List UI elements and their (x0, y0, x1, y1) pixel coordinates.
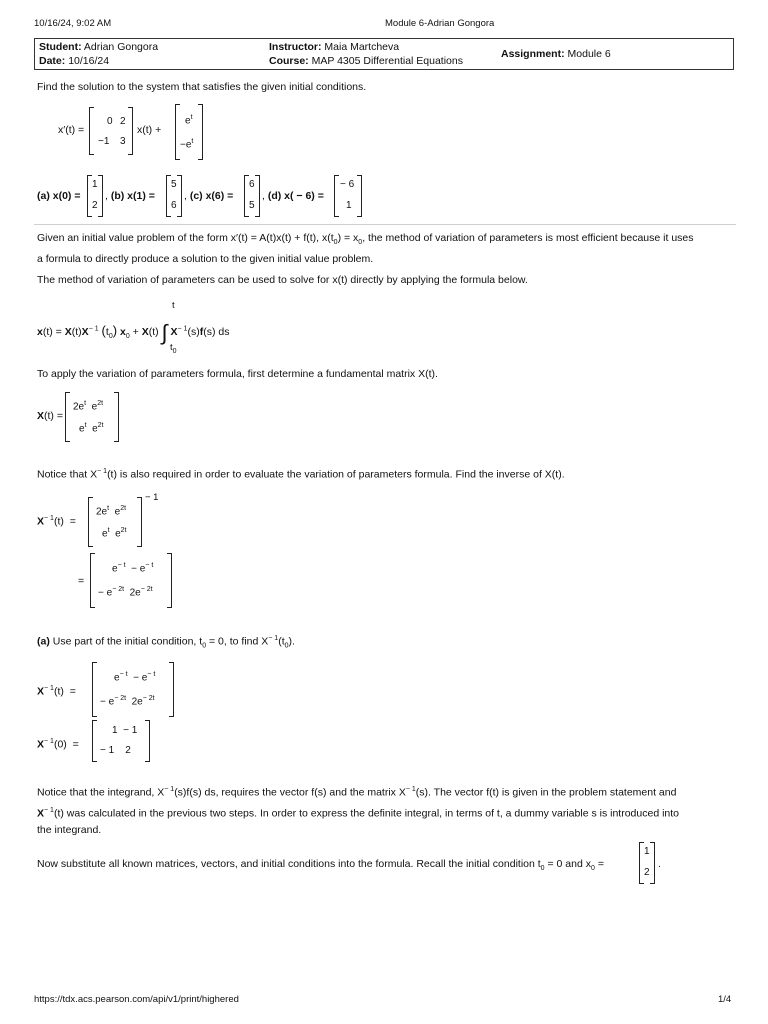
cond-b-label: (b) x(1) = (110, 190, 155, 202)
vector-cell: 6 (171, 200, 177, 211)
inverse-text-1: Notice that X (37, 468, 98, 481)
integrand-text-5: the integrand. (37, 824, 102, 836)
matrix-A-cell: 0 (107, 116, 113, 127)
part-a-label: (a) (37, 635, 50, 648)
cond-b-vector (166, 175, 182, 217)
student-label: Student: (39, 41, 82, 53)
part-a-paragraph: (a) Use part of the initial condition, $t_0 = 0$, to find $X^{- 1}(t_0)$. (37, 635, 295, 650)
matrix-X-inverse-0: 1 − 1 − 1 2 (92, 720, 150, 762)
period: . (658, 858, 661, 870)
instructor-label: Instructor: (269, 41, 322, 53)
inverse-paragraph: Notice that $X^{- 1}(t)$ is also required in order to evaluate the variation of parameters formula. Find the inverse of X(t). (37, 468, 565, 481)
date-value: 10/16/24 (68, 55, 110, 67)
vector-f: $e^t$ $-e^t$ (175, 104, 203, 160)
vector-cell: 2 (92, 200, 98, 211)
matrix-X-inverse: $e^{- t} - e^{- t}$ − $e^{- 2t}$ $2e^{- 2t}$ (90, 553, 172, 608)
intro-text-4: a formula to directly produce a solution to the given initial value problem. (37, 253, 374, 266)
integrand-text-3: (s). The vector f(t) is given in the problem statement and (415, 786, 677, 799)
vector-cell: 6 (249, 179, 255, 190)
integrand-paragraph: Notice that the integrand, $X^{- 1}(s)f(s)$ ds, requires the vector f(s) and the matrix $X^{- 1}(s)$. The vector f(t) is given in the problem statement and $X^{- 1}(t)$ was calculated in the previous two steps. In order to express the definite integral, in terms of t, a dummy variable s is introduced into the integrand. (37, 786, 680, 836)
inverse-exponent: − 1 (145, 492, 159, 503)
cond-c-label: (c) x(6) = (189, 190, 234, 202)
page-number: 1/4 (718, 994, 732, 1005)
matrix-X: $2e^t$ $e^{2t}$ $e^t$ $e^{2t}$ (65, 392, 119, 442)
cond-a-vector (87, 175, 103, 217)
assignment-label: Assignment: (501, 48, 565, 60)
intro-paragraph: Given an initial value problem of the form x′(t) = A(t)x(t) + f(t), $x(t_0) = x_0$, the method of variation of parameters is most efficient because it uses a formula to directly produce a solution to the given initial value problem. (37, 232, 694, 266)
equals-sign: = (78, 575, 85, 587)
vector-cell: 1 (346, 200, 352, 211)
vector-cell: 5 (249, 200, 255, 211)
Xinv-label: $X^{- 1}(t)$ = (37, 515, 76, 528)
inverse-text-2: (t) is also required in order to evaluate the variation of parameters formula. Find the inverse of X(t). (107, 468, 565, 481)
vector-f-cell: −e (180, 139, 192, 151)
student-name: Adrian Gongora (83, 41, 159, 53)
intro-text-3: , the method of variation of parameters is most efficient because it uses (362, 232, 694, 244)
assignment-name: Module 6 (567, 48, 611, 60)
part-a-text-1: Use part of the initial condition, t (49, 635, 203, 648)
cond-c-vector (244, 175, 260, 217)
course-name: MAP 4305 Differential Equations (311, 55, 463, 67)
integrand-text-1: Notice that the integrand, X (37, 786, 165, 799)
vector-cell: 5 (171, 179, 177, 190)
problem-prompt: Find the solution to the system that satisfies the given initial conditions. (37, 81, 367, 93)
system-mid: x(t) + (137, 124, 162, 136)
intro-text-1: Given an initial value problem of the form x′(t) = A(t)x(t) + f(t), x(t (37, 232, 334, 244)
Xinv-t-label: $X^{- 1}(t)$ = (37, 685, 76, 698)
print-datetime: 10/16/24, 9:02 AM (34, 18, 112, 29)
instructor-name: Maia Martcheva (324, 41, 400, 53)
fundamental-matrix-paragraph: To apply the variation of parameters formula, first determine a fundamental matrix X(t). (37, 368, 438, 380)
method-paragraph: The method of variation of parameters can be used to solve for x(t) directly by applying the formula below. (37, 274, 528, 286)
footer-url: https://tdx.acs.pearson.com/api/v1/print/highered (34, 994, 239, 1005)
vector-cell: 1 (644, 846, 650, 857)
integrand-text-2: (s)f(s) ds, requires the vector f(s) and the matrix X (174, 786, 406, 799)
print-title: Module 6-Adrian Gongora (385, 18, 495, 29)
Xinv-0-label: $X^{- 1}(0)$ = (37, 738, 79, 751)
cond-d-vector (334, 175, 362, 217)
vector-cell: 1 (92, 179, 98, 190)
matrix-X-inverse-t: $e^{- t} - e^{- t}$ − $e^{- 2t}$ $2e^{- 2t}$ (92, 662, 174, 717)
matrix-A-cell: 2 (120, 116, 126, 127)
matrix-X-inverse-form: $2e^t$ $e^{2t}$ $e^t$ $e^{2t}$ (88, 497, 142, 547)
part-a-text-2: = 0, to find X (206, 635, 269, 648)
vector-f-cell: e (185, 115, 191, 127)
matrix-A-cell: 3 (120, 136, 126, 147)
date-label: Date: (39, 55, 66, 67)
substitute-text-2: = 0 and x (544, 858, 591, 870)
section-divider (34, 224, 736, 225)
matrix-A (89, 107, 133, 155)
vector-cell: − 6 (340, 179, 355, 190)
initial-vector-x0 (639, 842, 655, 884)
substitute-text-1: Now substitute all known matrices, vectors, and initial conditions into the formula. Recall the initial condition t (37, 858, 541, 870)
matrix-A-cell: −1 (98, 136, 110, 147)
vector-cell: 2 (644, 867, 650, 878)
intro-text-2: ) = x (337, 232, 359, 244)
cond-a-label: (a) x(0) = (37, 190, 81, 202)
assignment-info-box (34, 38, 734, 70)
course-label: Course: (269, 55, 309, 67)
integral-lower-limit: $t_0$ (170, 342, 177, 355)
substitute-paragraph: Now substitute all known matrices, vectors, and initial conditions into the formula. Recall the initial condition $t_0 = 0$ and $x_0$ = (37, 858, 604, 873)
X-label: X(t) = (37, 410, 63, 422)
integrand-text-4: (t) was calculated in the previous two steps. In order to express the definite integral, in terms of t, a dummy variable s is introduced into (53, 807, 680, 819)
integral-upper-limit: t (172, 300, 175, 311)
cond-d-label: (d) x( − 6) = (267, 190, 324, 202)
vop-formula: $x(t) = X(t)X^{- 1}$ $(t_0) x_0 + X(t)$ ∫ $X^{- 1}(s)f(s)$ ds (37, 320, 230, 345)
system-lhs: x′(t) = (58, 124, 85, 136)
